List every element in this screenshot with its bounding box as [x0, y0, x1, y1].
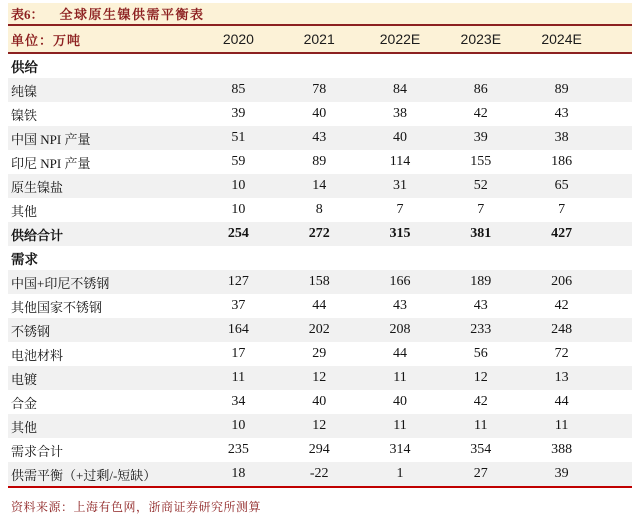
column-header-2023e: 2023E [460, 31, 502, 47]
row-label: 印尼 NPI 产量 [11, 155, 91, 171]
value-cell: 42 [554, 298, 569, 313]
value-cell: 44 [554, 394, 569, 409]
value-cell: 78 [312, 82, 327, 97]
value-cell: 40 [392, 130, 407, 145]
value-cell: 294 [308, 442, 330, 457]
value-cell: 84 [392, 82, 407, 97]
value-cell: 13 [554, 370, 569, 385]
row-label: 合金 [11, 395, 38, 411]
value-cell: 233 [470, 322, 492, 337]
value-cell: 51 [231, 130, 246, 145]
value-cell: 127 [227, 274, 249, 289]
column-header-2024e: 2024E [541, 31, 582, 47]
value-cell: 43 [312, 130, 327, 145]
value-cell: 11 [231, 370, 246, 385]
row-values [198, 82, 632, 98]
value-cell: 52 [473, 178, 488, 193]
row-label: 电池材料 [11, 347, 64, 363]
value-cell: 44 [392, 346, 407, 361]
row-values [198, 106, 632, 122]
value-cell: 40 [312, 106, 327, 121]
table-row [8, 318, 632, 342]
value-cell: 314 [389, 442, 411, 457]
value-cell: 85 [231, 82, 246, 97]
value-cell: 164 [227, 322, 249, 337]
value-cell: -22 [309, 466, 329, 481]
column-header-2021: 2021 [303, 31, 335, 47]
value-cell: 39 [231, 106, 246, 121]
value-cell: 29 [312, 346, 327, 361]
table-row [8, 366, 632, 390]
value-cell: 11 [393, 418, 407, 433]
value-cell: 27 [473, 466, 488, 481]
value-cell: 7 [396, 202, 404, 217]
value-cell: 8 [315, 202, 323, 217]
value-cell: 158 [308, 274, 330, 289]
value-cell: 381 [470, 226, 492, 241]
column-header-2020: 2020 [222, 31, 254, 47]
year-column-headers [198, 31, 632, 47]
table-row [8, 438, 632, 462]
row-values [198, 370, 632, 386]
value-cell: 38 [554, 130, 569, 145]
row-values [198, 394, 632, 410]
value-cell: 315 [389, 226, 411, 241]
row-values [198, 466, 632, 482]
value-cell: 11 [554, 418, 569, 433]
value-cell: 14 [312, 178, 327, 193]
value-cell: 42 [473, 394, 488, 409]
value-cell: 208 [389, 322, 411, 337]
table-row [8, 222, 632, 246]
value-cell: 202 [308, 322, 330, 337]
value-cell: 72 [554, 346, 569, 361]
row-label: 中国+印尼不锈钢 [11, 275, 110, 291]
value-cell: 40 [392, 394, 407, 409]
row-label: 不锈钢 [11, 323, 51, 339]
value-cell: 17 [231, 346, 246, 361]
row-label: 镍铁 [11, 107, 38, 123]
source-note: 资料来源：上海有色网，浙商证券研究所测算 [11, 500, 262, 514]
value-cell: 235 [227, 442, 249, 457]
table-row [8, 390, 632, 414]
row-label: 需求 [11, 252, 38, 267]
row-label: 其他国家不锈钢 [11, 299, 103, 315]
value-cell: 42 [473, 106, 488, 121]
value-cell: 43 [554, 106, 569, 121]
row-label: 供给合计 [11, 227, 64, 243]
table-row [8, 414, 632, 438]
table-row [8, 246, 632, 270]
value-cell: 388 [551, 442, 573, 457]
table-row [8, 126, 632, 150]
value-cell: 10 [231, 418, 246, 433]
row-values [198, 298, 632, 314]
row-values [198, 442, 632, 458]
value-cell: 7 [558, 202, 566, 217]
table-title-bar [8, 3, 632, 24]
value-cell: 186 [551, 154, 573, 169]
value-cell: 1 [396, 466, 404, 481]
value-cell: 248 [551, 322, 573, 337]
value-cell: 155 [470, 154, 492, 169]
row-values [198, 130, 632, 146]
row-values [198, 154, 632, 170]
value-cell: 39 [554, 466, 569, 481]
value-cell: 272 [308, 226, 330, 241]
value-cell: 206 [551, 274, 573, 289]
value-cell: 166 [389, 274, 411, 289]
value-cell: 37 [231, 298, 246, 313]
value-cell: 7 [477, 202, 485, 217]
value-cell: 12 [473, 370, 488, 385]
table-row [8, 54, 632, 78]
value-cell: 10 [231, 178, 246, 193]
table-row [8, 174, 632, 198]
row-values [198, 202, 632, 218]
value-cell: 65 [554, 178, 569, 193]
value-cell: 43 [392, 298, 407, 313]
table-body [8, 54, 632, 486]
column-header-2022e: 2022E [379, 31, 421, 47]
value-cell: 12 [312, 370, 327, 385]
row-label: 原生镍盐 [11, 179, 64, 195]
row-label: 纯镍 [11, 83, 38, 99]
table-row [8, 462, 632, 486]
row-values [198, 418, 632, 434]
value-cell: 34 [231, 394, 246, 409]
value-cell: 39 [473, 130, 488, 145]
value-cell: 11 [474, 418, 488, 433]
value-cell: 56 [473, 346, 488, 361]
row-values [198, 226, 632, 242]
unit-label: 单位：万吨 [11, 32, 82, 48]
row-label: 供给 [11, 60, 38, 75]
value-cell: 254 [227, 226, 249, 241]
row-label: 需求合计 [11, 443, 64, 459]
value-cell: 40 [312, 394, 327, 409]
value-cell: 86 [473, 82, 488, 97]
row-values [198, 274, 632, 290]
value-cell: 427 [551, 226, 573, 241]
row-label: 供需平衡（+过剩/-短缺） [11, 467, 157, 483]
table-number-label: 表6： [11, 7, 44, 22]
table-row [8, 102, 632, 126]
value-cell: 10 [231, 202, 246, 217]
row-values [198, 322, 632, 338]
value-cell: 31 [392, 178, 407, 193]
value-cell: 114 [389, 154, 411, 169]
value-cell: 89 [554, 82, 569, 97]
table-row [8, 342, 632, 366]
row-values [198, 178, 632, 194]
value-cell: 18 [231, 466, 246, 481]
row-label: 中国 NPI 产量 [11, 131, 91, 147]
value-cell: 89 [312, 154, 327, 169]
table-row [8, 198, 632, 222]
table-row [8, 78, 632, 102]
value-cell: 189 [470, 274, 492, 289]
row-label: 其他 [11, 419, 38, 435]
table-row [8, 294, 632, 318]
value-cell: 38 [392, 106, 407, 121]
value-cell: 12 [312, 418, 327, 433]
column-header-row [8, 26, 632, 52]
value-cell: 11 [393, 370, 407, 385]
value-cell: 43 [473, 298, 488, 313]
table-title: 全球原生镍供需平衡表 [59, 7, 205, 22]
value-cell: 44 [312, 298, 327, 313]
row-label: 电镀 [11, 371, 38, 387]
row-values [198, 346, 632, 362]
table-row [8, 270, 632, 294]
row-label: 其他 [11, 203, 38, 219]
value-cell: 59 [231, 154, 246, 169]
value-cell: 354 [470, 442, 492, 457]
table-row [8, 150, 632, 174]
